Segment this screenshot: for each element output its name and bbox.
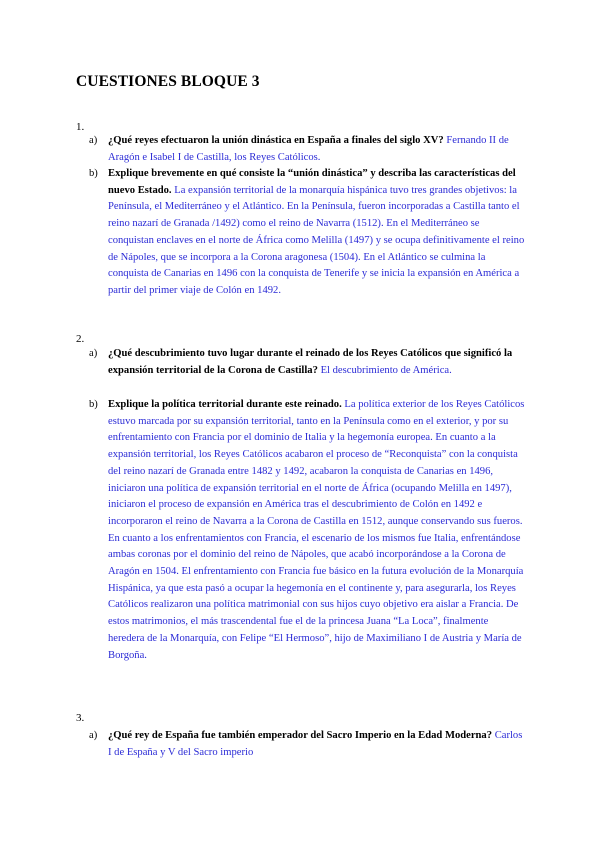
question-item [89, 166, 526, 300]
item-letter: a) [89, 730, 98, 741]
answer-text: Fernando II de Aragón e Isabel I de Castilla, los Reyes Católicos. [108, 135, 509, 163]
answer-text: La política exterior de los Reyes Católicos estuvo marcada por su expansión territorial, tanto en la Península como en el exterior, y por su enfrentamiento con Francia por el dominio de Italia y la hegemonía europea. En cuanto a la expansión territorial, los Reyes Católicos acabaron el proceso de “Reconquista” con la conquista del reino nazarí de Granada entre 1482 y 1492, acabaron la conquista de Canarias en 1496, iniciaron una política de expansión territorial en el norte de África (ocupando Melilla en 1497), iniciaron el proceso de expansión en América tras el descubrimiento de Colón en 1492 e incorporaron el reino de Navarra a la Corona de Castilla en 1512, aunque conservando sus fueros. En cuanto a los enfrentamientos con Francia, el escenario de los mismos fue Italia, enfrentándose ambas coronas por el dominio del reino de Nápoles, que acabó incorporándose a la Corona de Aragón en 1504. El enfrentamiento con Francia fue básico en la futura evolución de la Monarquía Hispánica, ya que esta pasó a ocupar la hegemonía en el continente y, para asegurarla, los Reyes Católicos realizaron una política matrimonial con sus hijos cuyo objetivo era aislar a Francia. De estos matrimonios, el más trascendental fue el de la princesa Juana “La Loca”, finalmente heredera de la Monarquía, con Felipe “El Hermoso”, hijo de Maximiliano I de Austria y María de Borgoña. [108, 399, 525, 661]
answer-text: El descubrimiento de América. [320, 364, 452, 376]
item-letter: a) [89, 135, 98, 146]
page-title: CUESTIONES BLOQUE 3 [76, 73, 260, 90]
answer-text: Carlos I de España y V del Sacro imperio [108, 730, 523, 758]
item-letter: b) [89, 168, 98, 179]
section-number: 3. [76, 712, 85, 724]
question-item [89, 728, 526, 761]
question-item [89, 346, 526, 379]
question-text: Explique brevemente en qué consiste la “unión dinástica” y describa las características del nuevo Estado. [108, 168, 516, 196]
item-letter: a) [89, 348, 98, 359]
question-text: ¿Qué reyes efectuaron la unión dinástica en España a finales del siglo XV? [108, 135, 444, 146]
section-number: 1. [76, 121, 85, 133]
question-text: ¿Qué rey de España fue también emperador del Sacro Imperio en la Edad Moderna? [108, 730, 493, 741]
question-text: ¿Qué descubrimiento tuvo lugar durante el reinado de los Reyes Católicos que significó la expansión territorial de la Corona de Castilla? [108, 348, 513, 376]
section-number: 2. [76, 333, 85, 345]
question-item [89, 133, 526, 166]
question-text: Explique la política territorial durante este reinado. [108, 399, 342, 410]
item-letter: b) [89, 399, 98, 410]
question-item [89, 397, 526, 664]
answer-text: La expansión territorial de la monarquía hispánica tuvo tres grandes objetivos: la Península, el Mediterráneo y el Atlántico. En la Península, fueron incorporadas a Castilla tanto el reino nazarí de Granada /1492) como el reino de Navarra (1512). En el Mediterráneo se conquistan enclaves en el norte de África como Melilla (1497) y se ocupa definitivamente el reino de Nápoles, que se incorpora a la Corona aragonesa (1504). En el Atlántico se culmina la conquista de Canarias en 1496 con la conquista de Tenerife y se inicia la expansión en América a partir del primer viaje de Colón en 1492. [108, 184, 525, 296]
